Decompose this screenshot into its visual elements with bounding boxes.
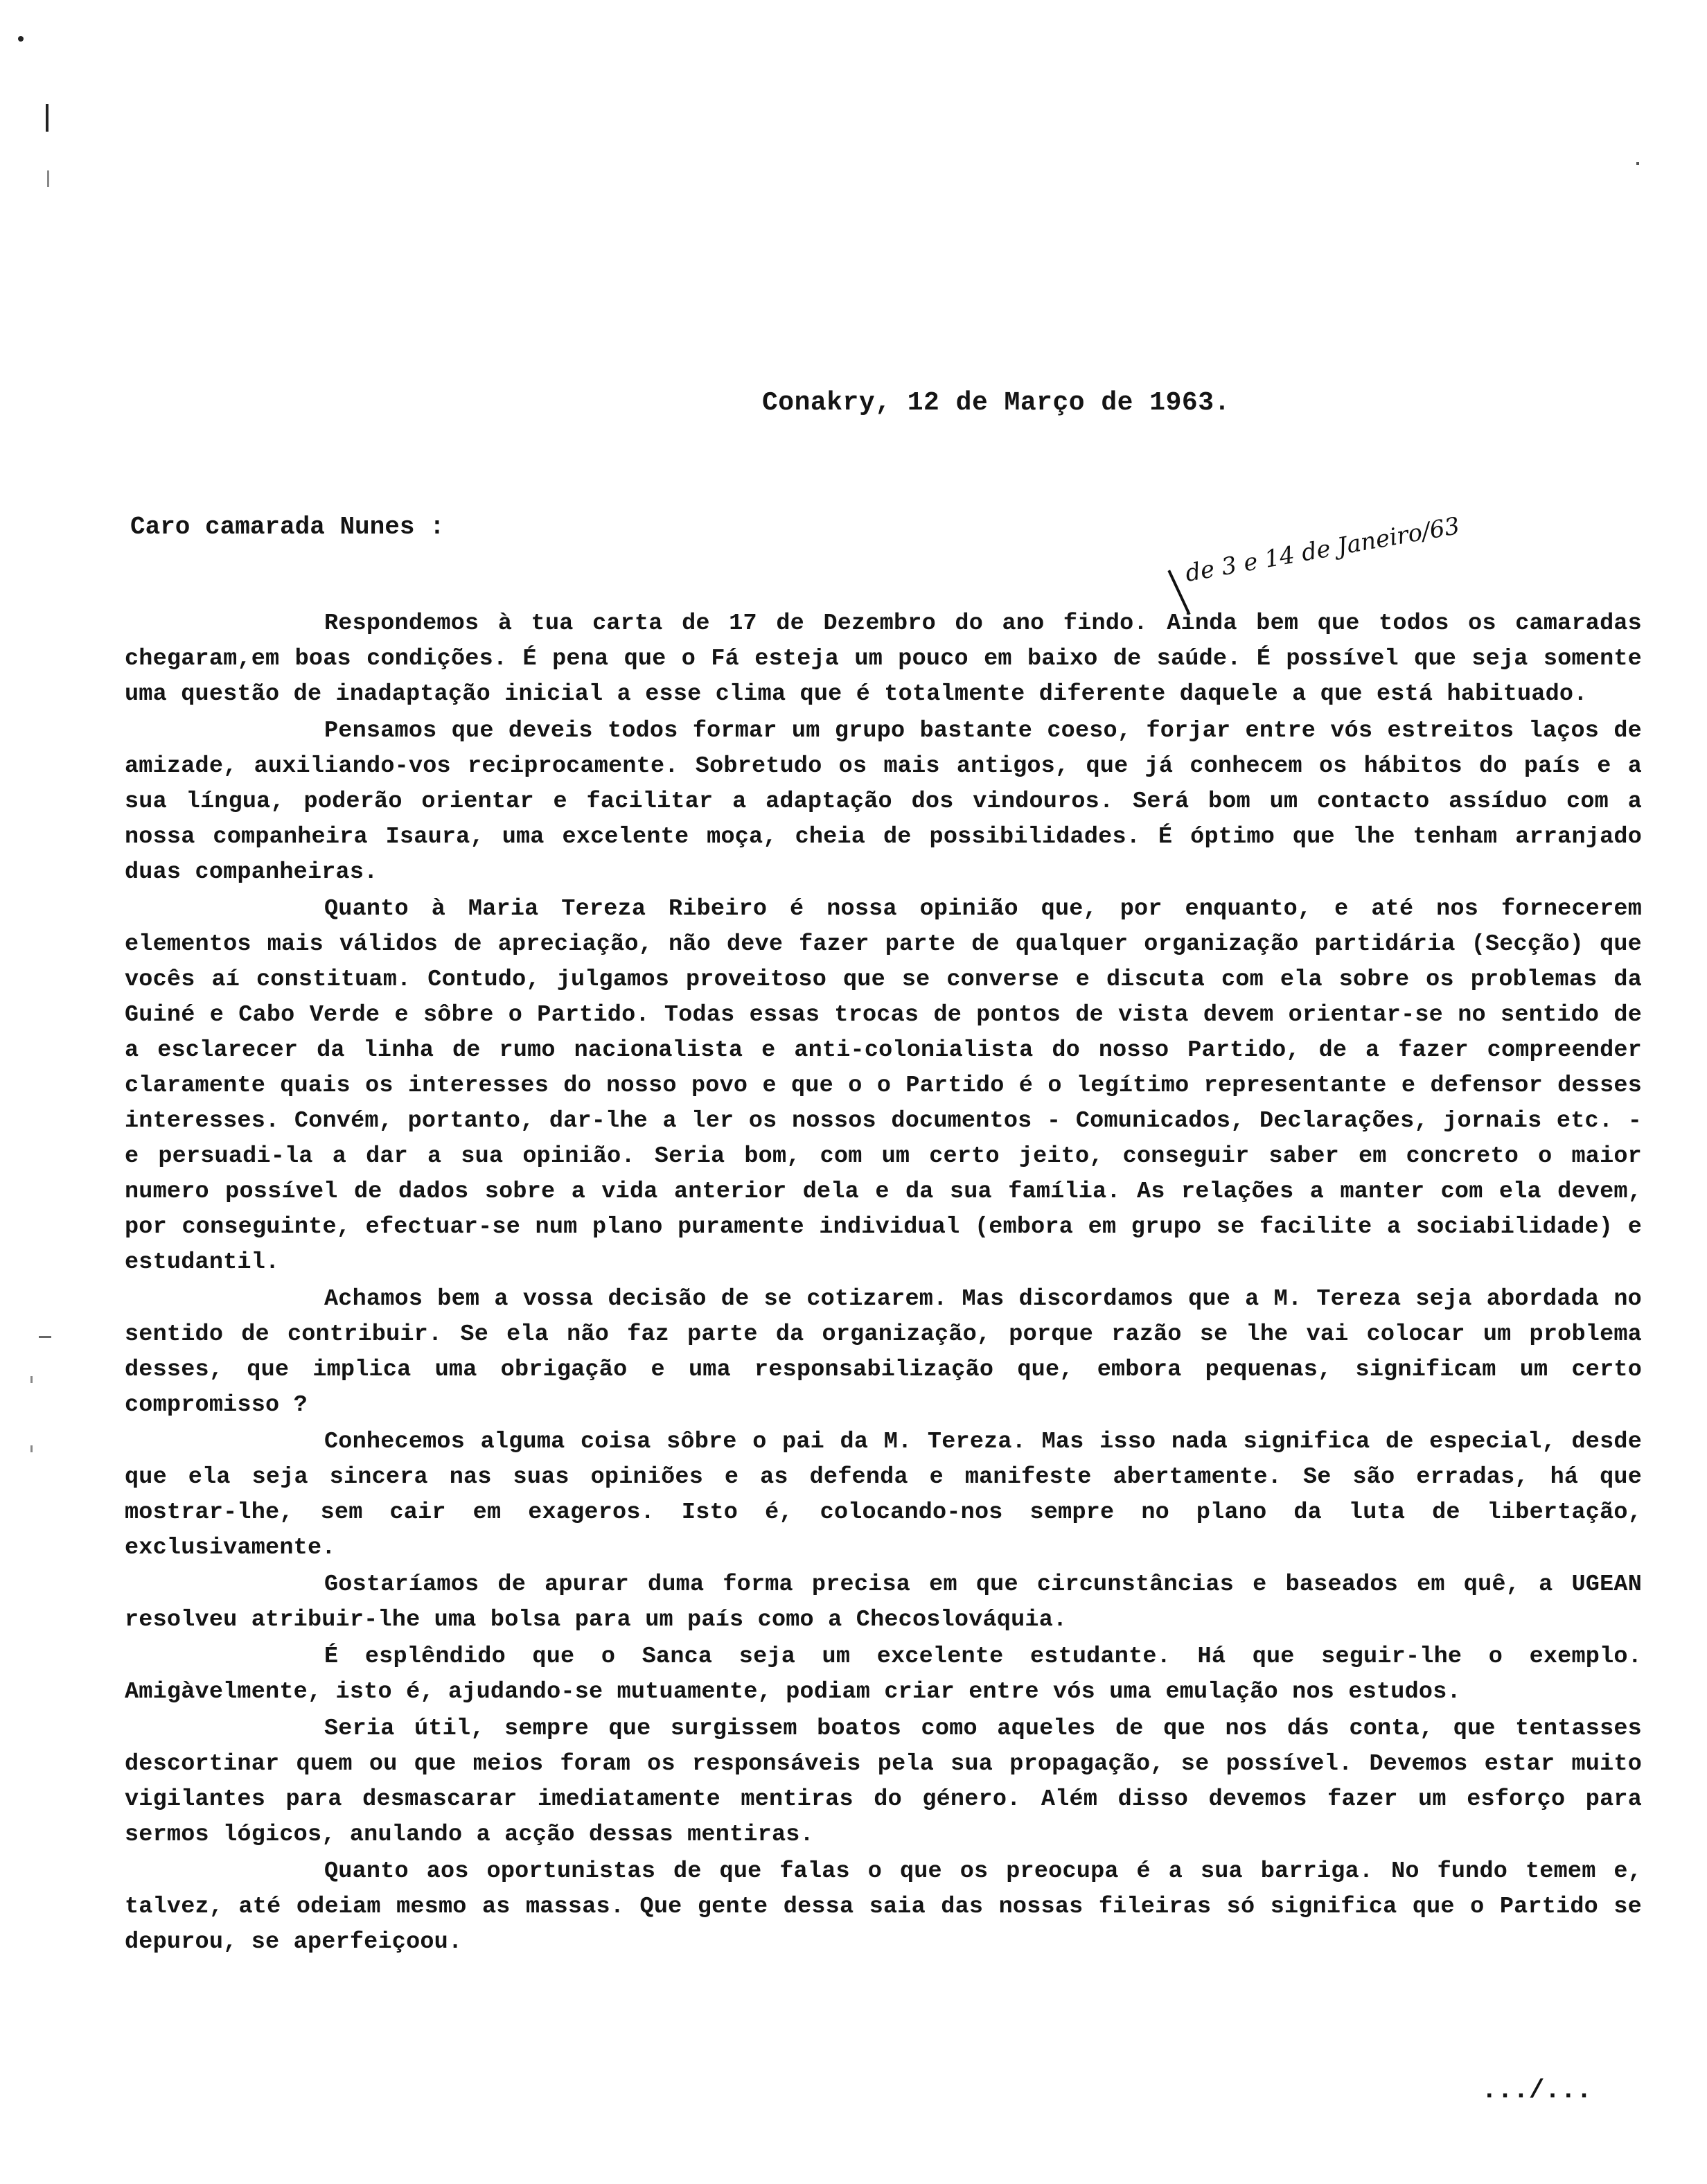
margin-bar-mark [46, 104, 48, 132]
letter-paragraph: É esplêndido que o Sanca seja um excelente estudante. Há que seguir-lhe o exemplo. Amigàvelmente, isto é, ajudando-se mutuamente, podiam criar entre vós uma emulação nos estudos. [125, 1644, 1642, 1705]
page-continuation-mark: .../... [1481, 2076, 1592, 2106]
margin-dash-mark [39, 1336, 51, 1338]
letter-paragraph: Achamos bem a vossa decisão de se cotizarem. Mas discordamos que a M. Tereza seja abordada no sentido de contribuir. Se ela não faz parte da organização, porque razão se lhe vai colocar um problema desses, que implica uma obrigação e uma responsabilização que, embora pequenas, significam um certo compromisso ? [125, 1286, 1642, 1418]
letter-body [125, 606, 1642, 1962]
letter-dateline: Conakry, 12 de Março de 1963. [762, 388, 1230, 418]
letter-paragraph: Quanto aos oportunistas de que falas o que os preocupa é a sua barriga. No fundo temem e, talvez, até odeiam mesmo as massas. Que gente dessa saia das nossas fileiras só significa que o Partido se depurou, se aperfeiçoou. [125, 1858, 1642, 1955]
margin-dot-mark [18, 36, 24, 42]
margin-dash-mark [30, 1376, 33, 1383]
letter-paragraph: Respondemos à tua carta de 17 de Dezembro do ano findo. Ainda bem que todos os camaradas chegaram,em boas condições. É pena que o Fá esteja um pouco em baixo de saúde. É possível que seja somente uma questão de inadaptação inicial a esse clima que é totalmente diferente daquele a que está habituado. [125, 610, 1642, 707]
letter-paragraph: Seria útil, sempre que surgissem boatos como aqueles de que nos dás conta, que tentasses descortinar quem ou que meios foram os responsáveis pela sua propagação, se possível. Devemos estar muito vigilantes para desmascarar imediatamente mentiras do género. Além disso devemos fazer um esforço para sermos lógicos, anulando a acção dessas mentiras. [125, 1716, 1642, 1848]
handwritten-annotation: de 3 e 14 de Janeiro/63 [1183, 511, 1462, 588]
letter-paragraph: Conhecemos alguma coisa sôbre o pai da M. Tereza. Mas isso nada significa de especial, desde que ela seja sincera nas suas opiniões e as defenda e manifeste abertamente. Se são erradas, há que mostrar-lhe, sem cair em exageros. Isto é, colocando-nos sempre no plano da luta de libertação, exclusivamente. [125, 1429, 1642, 1561]
margin-speck-mark [1636, 162, 1639, 165]
letter-paragraph: Gostaríamos de apurar duma forma precisa em que circunstâncias e baseados em quê, a UGEAN resolveu atribuir-lhe uma bolsa para um país como a Checoslováquia. [125, 1571, 1642, 1633]
margin-tick-mark [47, 170, 49, 187]
letter-salutation: Caro camarada Nunes : [130, 513, 445, 541]
letter-paragraph: Pensamos que deveis todos formar um grupo bastante coeso, forjar entre vós estreitos laços de amizade, auxiliando-vos reciprocamente. Sobretudo os mais antigos, que já conhecem os hábitos do país e a sua língua, poderão orientar e facilitar a adaptação dos vindouros. Será bom um contacto assíduo com a nossa companheira Isaura, uma excelente moça, cheia de possibilidades. É óptimo que lhe tenham arranjado duas companheiras. [125, 718, 1642, 886]
letter-paragraph: Quanto à Maria Tereza Ribeiro é nossa opinião que, por enquanto, e até nos fornecerem elementos mais válidos de apreciação, não deve fazer parte de qualquer organização partidária (Secção) que vocês aí constituam. Contudo, julgamos proveitoso que se converse e discuta com ela sobre os problemas da Guiné e Cabo Verde e sôbre o Partido. Todas essas trocas de pontos de vista devem orientar-se no sentido de a esclarecer da linha de rumo nacionalista e anti-colonialista do nosso Partido, de a fazer compreender claramente quais os interesses do nosso povo e que o o Partido é o legítimo representante e defensor desses interesses. Convém, portanto, dar-lhe a ler os nossos documentos - Comunicados, Declarações, jornais etc. - e persuadi-la a dar a sua opinião. Seria bom, com um certo jeito, conseguir saber em concreto o maior numero possível de dados sobre a vida anterior dela e da sua família. As relações a manter com ela devem, por conseguinte, efectuar-se num plano puramente individual (embora em grupo se facilite a sociabilidade) e estudantil. [125, 896, 1642, 1276]
margin-dash-mark [30, 1445, 33, 1452]
